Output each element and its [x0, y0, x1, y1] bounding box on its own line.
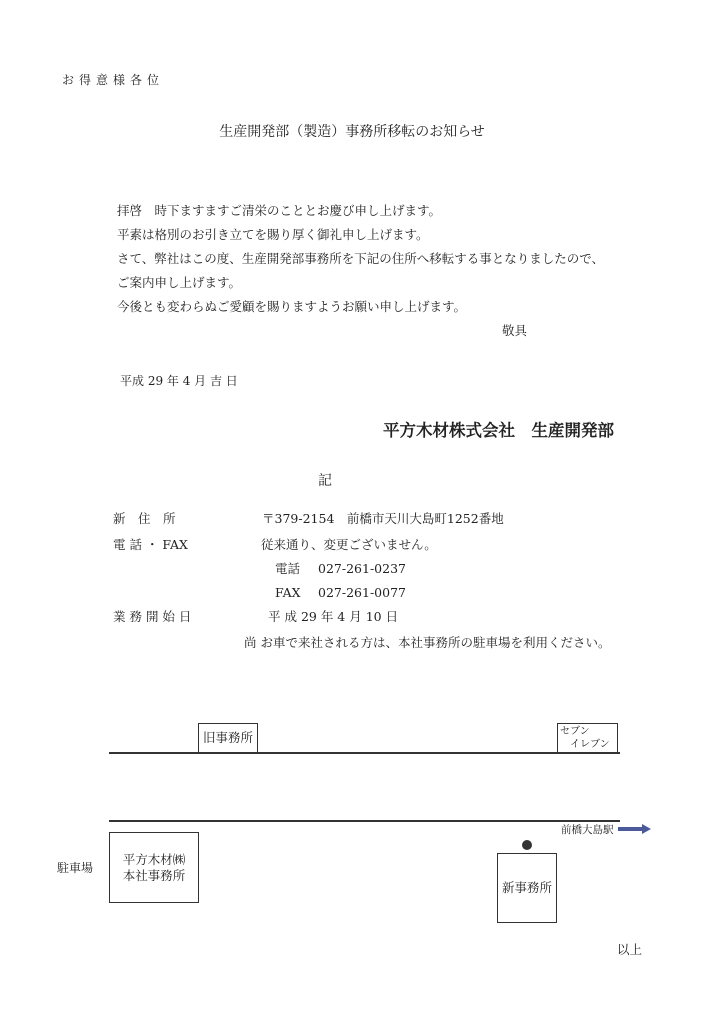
headquarters-label: 本社事務所 — [122, 867, 186, 883]
tel-label: 電話 — [275, 561, 301, 576]
company-name: 平方木材株式会社 生産開発部 — [383, 421, 614, 440]
closing: 敬具 — [502, 323, 528, 338]
address-label: 新 住 所 — [113, 511, 176, 526]
end-mark: 以上 — [617, 942, 643, 957]
parking-label: 駐車場 — [57, 861, 94, 875]
fax-label: FAX — [275, 585, 301, 600]
body-line: さて、弊社はこの度、生産開発部事務所を下記の住所へ移転する事となりましたので、 — [117, 251, 605, 266]
fax-value: 027-261-0077 — [318, 585, 406, 600]
body-line: ご案内申し上げます。 — [117, 275, 242, 290]
body-line: 今後とも変わらぬご愛顧を賜りますようお願い申し上げます。 — [117, 299, 467, 314]
location-marker-icon — [522, 840, 532, 850]
road-line — [109, 820, 620, 822]
start-label: 業 務 開 始 日 — [113, 609, 192, 624]
arrow-right-icon — [618, 823, 652, 835]
new-office-box — [497, 853, 557, 923]
document-title: 生産開発部（製造）事務所移転のお知らせ — [219, 124, 485, 140]
seven-eleven-label: イレブン — [570, 739, 610, 750]
start-value: 平 成 29 年 4 月 10 日 — [268, 609, 399, 624]
new-office-label: 新事務所 — [501, 880, 552, 895]
date: 平成 29 年 4 月 吉 日 — [120, 374, 238, 388]
station-label: 前橋大島駅 — [561, 824, 614, 836]
contact-value: 従来通り、変更ございません。 — [261, 537, 437, 552]
body-line: 平素は格別のお引き立てを賜り厚く御礼申し上げます。 — [117, 227, 429, 242]
seven-eleven-box — [557, 723, 618, 753]
address-value: 〒379-2154 前橋市天川大島町1252番地 — [262, 511, 504, 526]
body-line: 拝啓 時下ますますご清栄のこととお慶び申し上げます。 — [117, 203, 442, 218]
headquarters-label: 平方木材㈱ — [122, 851, 186, 867]
seven-eleven-label: セブン — [560, 726, 590, 737]
old-office-box — [198, 723, 258, 753]
addressee: お得意様各位 — [62, 73, 165, 87]
tel-value: 027-261-0237 — [318, 561, 406, 576]
parking-note: 尚 お車で来社される方は、本社事務所の駐車場を利用ください。 — [244, 635, 611, 650]
contact-label: 電 話 ・ FAX — [113, 537, 188, 552]
ki-heading: 記 — [318, 473, 332, 489]
road-line — [109, 752, 620, 754]
headquarters-box — [109, 832, 199, 903]
old-office-label: 旧事務所 — [202, 730, 253, 745]
